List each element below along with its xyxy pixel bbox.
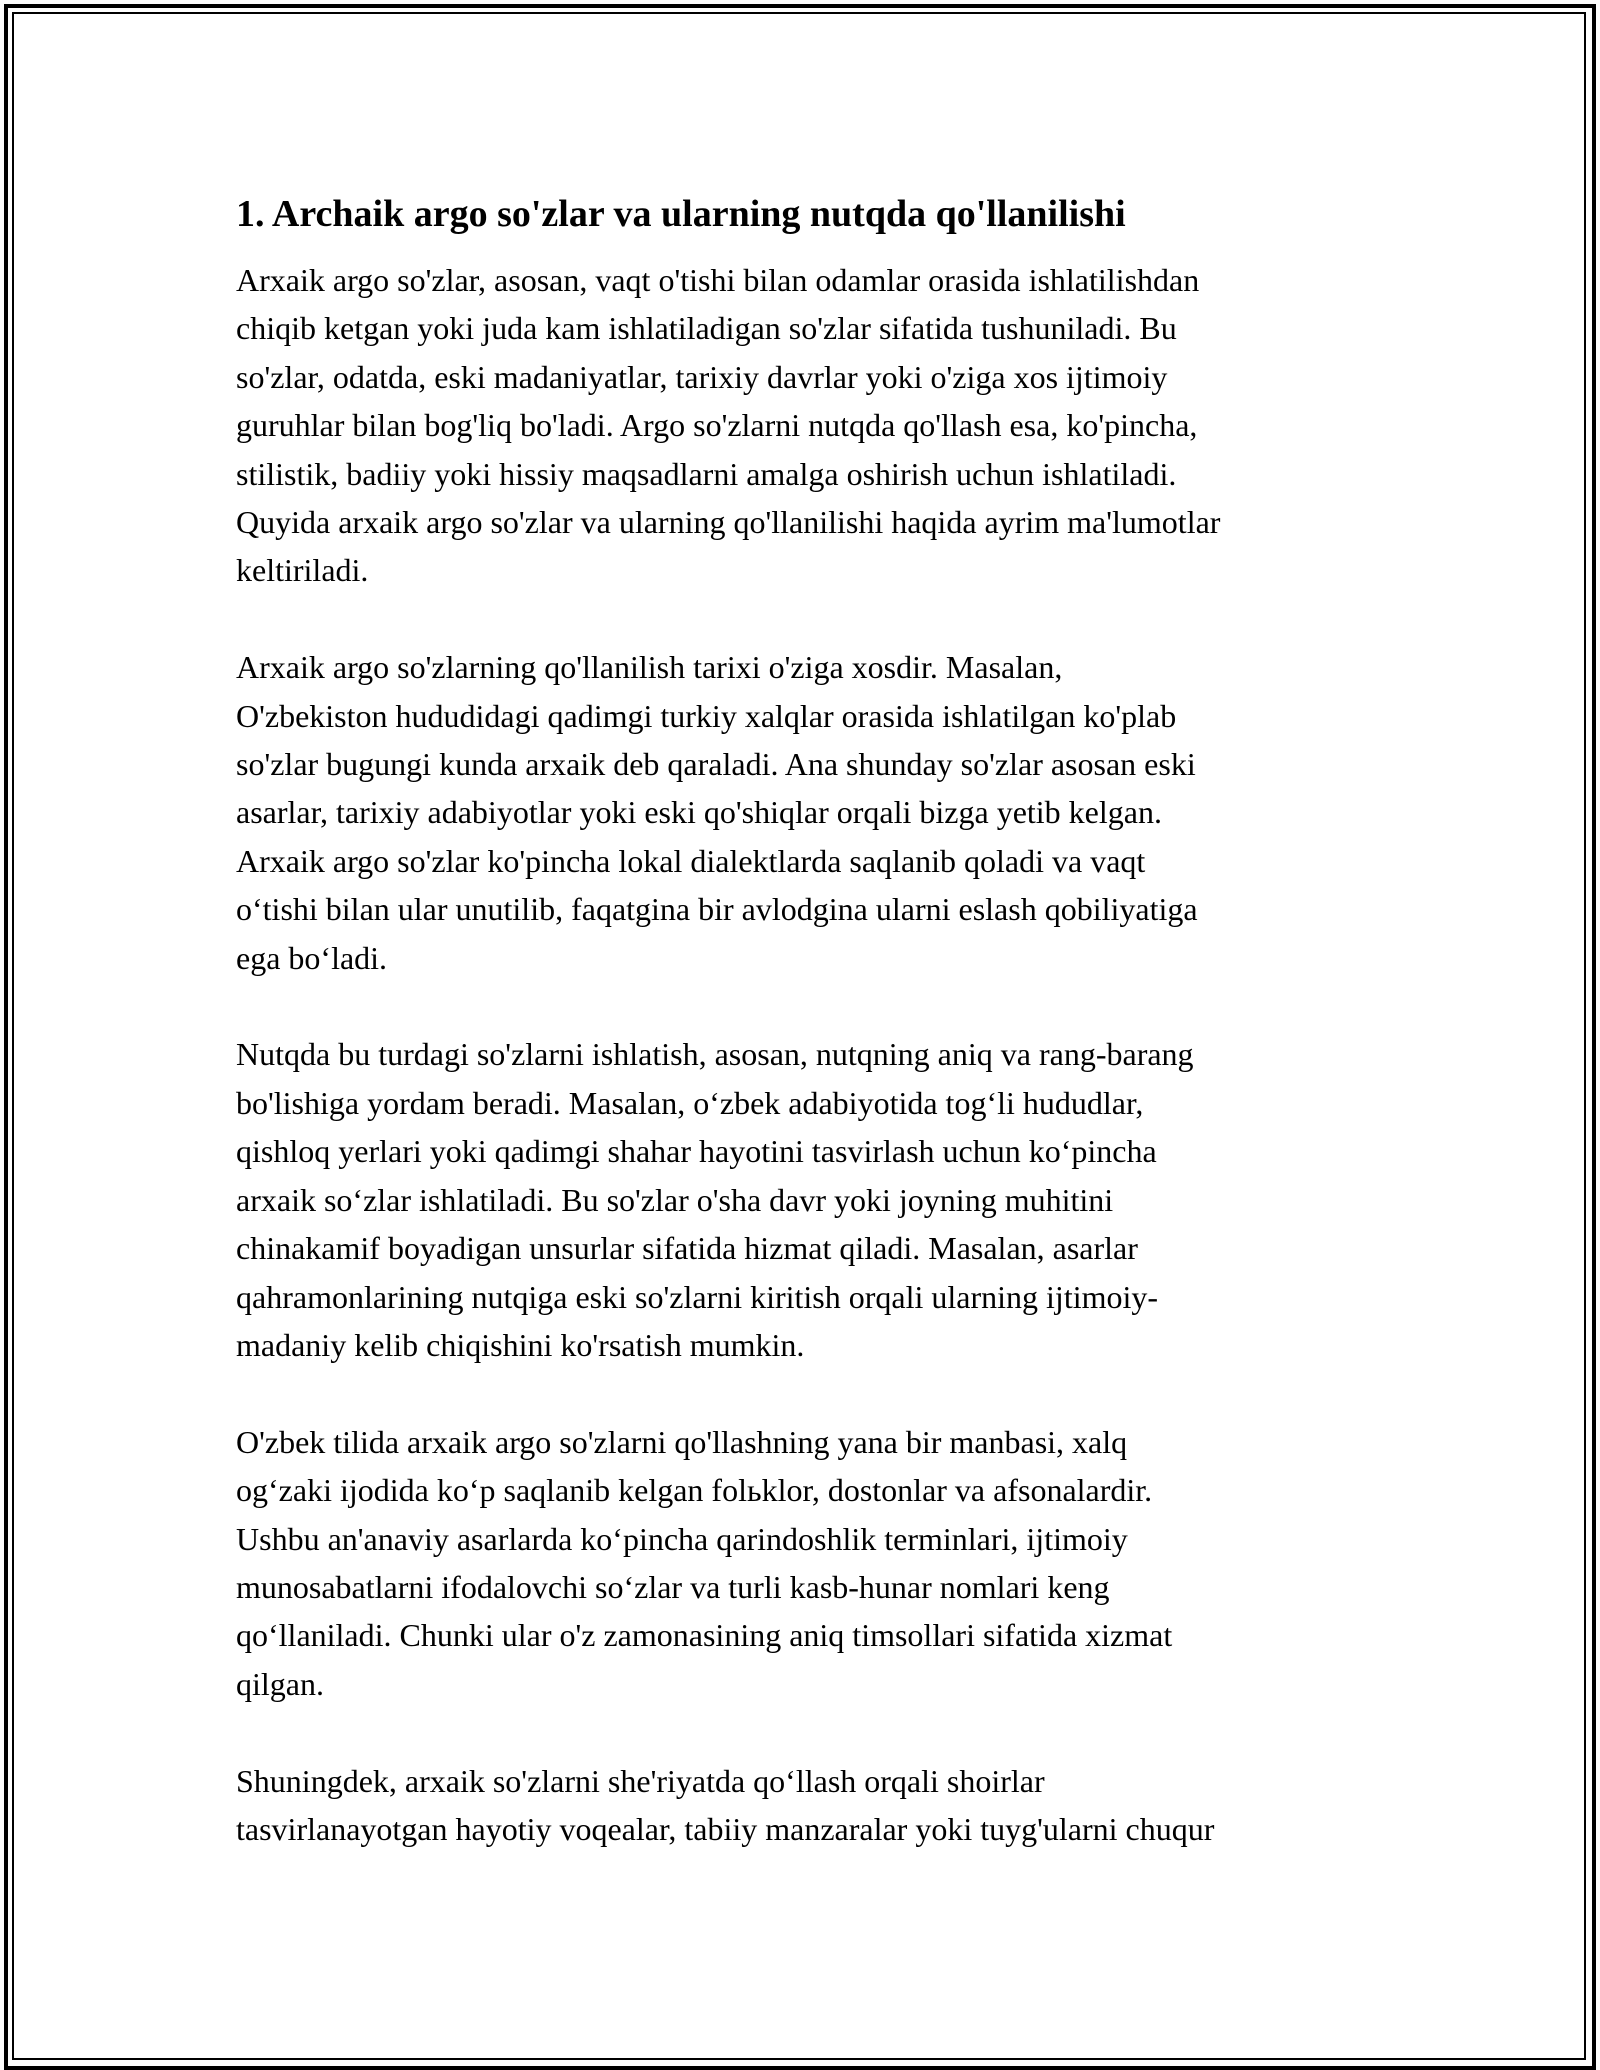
paragraph-3: Nutqda bu turdagi so'zlarni ishlatish, asosan, nutqning aniq va rang-barang bo'lishiga yordam beradi. Masalan, o‘zbek adabiyotida tog‘li hududlar, qishloq yerlari yoki qadimgi shahar hayotini tasvirlash uchun ko‘pincha arxaik so‘zlar ishlatiladi. Bu so'zlar o'sha davr yoki joyning muhitini chinakamif boyadigan unsurlar sifatida hizmat qiladi. Masalan, asarlar qahramonlarining nutqiga eski so'zlarni kiritish orqali ularning ijtimoiy- madaniy kelib chiqishini ko'rsatish mumkin. [236, 1036, 1194, 1363]
section-heading: 1. Archaik argo so'zlar va ularning nutqda qo'llanilishi [236, 193, 1126, 235]
paragraph-5: Shuningdek, arxaik so'zlarni she'riyatda qo‘llash orqali shoirlar tasvirlanayotgan hayotiy voqealar, tabiiy manzaralar yoki tuyg'ularni chuqur [236, 1762, 1215, 1847]
paragraph-2: Arxaik argo so'zlarning qo'llanilish tarixi o'ziga xosdir. Masalan, O'zbekiston hududidagi qadimgi turkiy xalqlar orasida ishlatilgan ko'plab so'zlar bugungi kunda arxaik deb qaraladi. Ana shunday so'zlar asosan eski asarlar, tarixiy adabiyotlar yoki eski qo'shiqlar orqali bizga yetib kelgan. Arxaik argo so'zlar ko'pincha lokal dialektlarda saqlanib qoladi va vaqt o‘tishi bilan ular unutilib, faqatgina bir avlodgina ularni eslash qobiliyatiga ega bo‘ladi. [236, 649, 1198, 976]
paragraph-4: O'zbek tilida arxaik argo so'zlarni qo'llashning yana bir manbasi, xalq og‘zaki ijodida ko‘p saqlanib kelgan folьklor, dostonlar va afsonalardir. Ushbu an'anaviy asarlarda ko‘pincha qarindoshlik terminlari, ijtimoiy munosabatlarni ifodalovchi so‘zlar va turli kasb-hunar nomlari keng qo‘llaniladi. Chunki ular o'z zamonasining aniq timsollari sifatida xizmat qilgan. [236, 1423, 1173, 1702]
paragraph-1: Arxaik argo so'zlar, asosan, vaqt o'tishi bilan odamlar orasida ishlatilishdan chiqib ketgan yoki juda kam ishlatiladigan so'zlar sifatida tushuniladi. Bu so'zlar, odatda, eski madaniyatlar, tarixiy davrlar yoki o'ziga xos ijtimoiy guruhlar bilan bog'liq bo'ladi. Argo so'zlarni nutqda qo'llash esa, ko'pincha, stilistik, badiiy yoki hissiy maqsadlarni amalga oshirish uchun ishlatiladi. Quyida arxaik argo so'zlar va ularning qo'llanilishi haqida ayrim ma'lumotlar keltiriladi. [236, 262, 1221, 589]
document-body [236, 188, 1376, 1853]
